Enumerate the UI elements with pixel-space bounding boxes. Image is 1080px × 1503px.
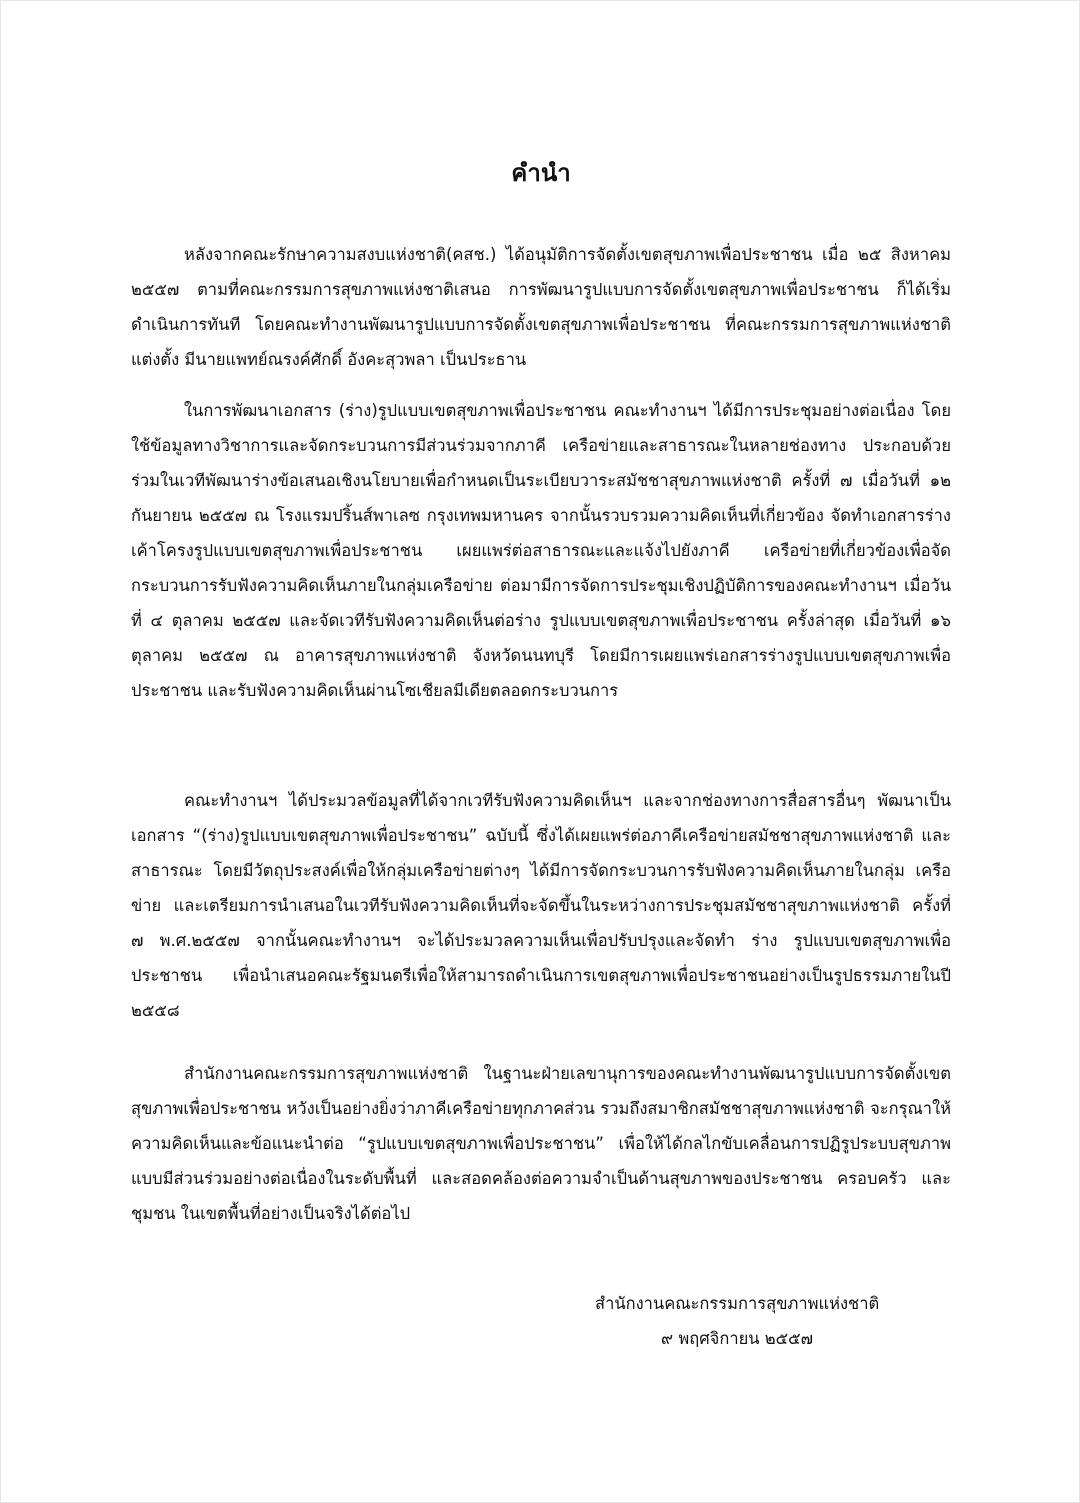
page-title: คำนำ: [511, 159, 571, 187]
paragraph-4: [131, 1056, 951, 1231]
paragraph-3: [131, 783, 951, 1028]
paragraph-text: สำนักงานคณะกรรมการสุขภาพแห่งชาติ ในฐานะฝ่ายเลขานุการของคณะทำงานพัฒนารูปแบบการจัดตั้งเขตสุขภาพเพื่อประชาชน หวังเป็นอย่างยิ่งว่าภาคีเครือข่ายทุกภาคส่วน รวมถึงสมาชิกสมัชชาสุขภาพแห่งชาติ จะกรุณาให้ความคิดเห็นและข้อแนะนำต่อ “รูปแบบเขตสุขภาพเพื่อประชาชน” เพื่อให้ได้กลไกขับเคลื่อนการปฏิรูประบบสุขภาพแบบมีส่วนร่วมอย่างต่อเนื่องในระดับพื้นที่ และสอดคล้องต่อความจำเป็นด้านสุขภาพของประชาชน ครอบครัว และชุมชน ในเขตพื้นที่อย่างเป็นจริงได้ต่อไป: [131, 1064, 951, 1223]
paragraph-text: คณะทำงานฯ ได้ประมวลข้อมูลที่ได้จากเวทีรับฟังความคิดเห็นฯ และจากช่องทางการสื่อสารอื่นๆ พัฒนาเป็นเอกสาร “(ร่าง)รูปแบบเขตสุขภาพเพื่อประชาชน” ฉบับนี้ ซึ่งได้เผยแพร่ต่อภาคีเครือข่ายสมัชชาสุขภาพแห่งชาติ และสาธารณะ โดยมีวัตถุประสงค์เพื่อให้กลุ่มเครือข่ายต่างๆ ได้มีการจัดกระบวนการรับฟังความคิดเห็นภายในกลุ่ม เครือข่าย และเตรียมการนำเสนอในเวทีรับฟังความคิดเห็นที่จะจัดขึ้นในระหว่างการประชุมสมัชชาสุขภาพแห่งชาติ ครั้งที่ ๗ พ.ศ.๒๕๕๗ จากนั้นคณะทำงานฯ จะได้ประมวลความเห็นเพื่อปรับปรุงและจัดทำ ร่าง รูปแบบเขตสุขภาพเพื่อประชาชน เพื่อนำเสนอคณะรัฐมนตรีเพื่อให้สามารถดำเนินการเขตสุขภาพเพื่อประชาชนอย่างเป็นรูปธรรมภายในปี ๒๕๕๘: [131, 791, 951, 1020]
paragraph-text: ในการพัฒนาเอกสาร (ร่าง)รูปแบบเขตสุขภาพเพื่อประชาชน คณะทำงานฯ ได้มีการประชุมอย่างต่อเนื่อง โดยใช้ข้อมูลทางวิชาการและจัดกระบวนการมีส่วนร่วมจากภาคี เครือข่ายและสาธารณะในหลายช่องทาง ประกอบด้วย ร่วมในเวทีพัฒนาร่างข้อเสนอเชิงนโยบายเพื่อกำหนดเป็นระเบียบวาระสมัชชาสุขภาพแห่งชาติ ครั้งที่ ๗ เมื่อวันที่ ๑๒ กันยายน ๒๕๕๗ ณ โรงแรมปริ้นส์พาเลซ กรุงเทพมหานคร จากนั้นรวบรวมความคิดเห็นที่เกี่ยวข้อง จัดทำเอกสารร่างเค้าโครงรูปแบบเขตสุขภาพเพื่อประชาชน เผยแพร่ต่อสาธารณะและแจ้งไปยังภาคี เครือข่ายที่เกี่ยวข้องเพื่อจัดกระบวนการรับฟังความคิดเห็นภายในกลุ่มเครือข่าย ต่อมามีการจัดการประชุมเชิงปฏิบัติการของคณะทำงานฯ เมื่อวันที่ ๔ ตุลาคม ๒๕๕๗ และจัดเวทีรับฟังความคิดเห็นต่อร่าง รูปแบบเขตสุขภาพเพื่อประชาชน ครั้งล่าสุด เมื่อวันที่ ๑๖ ตุลาคม ๒๕๕๗ ณ อาคารสุขภาพแห่งชาติ จังหวัดนนทบุรี โดยมีการเผยแพร่เอกสารร่างรูปแบบเขตสุขภาพเพื่อประชาชน และรับฟังความคิดเห็นผ่านโซเชียลมีเดียตลอดกระบวนการ: [131, 401, 951, 700]
paragraph-1: [131, 237, 951, 377]
signature-date: ๙ พฤศจิกายน ๒๕๕๗: [661, 1329, 814, 1348]
paragraph-2: [131, 393, 951, 708]
paragraph-text: หลังจากคณะรักษาความสงบแห่งชาติ(คสช.) ได้อนุมัติการจัดตั้งเขตสุขภาพเพื่อประชาชน เมื่อ ๒๕ สิงหาคม ๒๕๕๗ ตามที่คณะกรรมการสุขภาพแห่งชาติเสนอ การพัฒนารูปแบบการจัดตั้งเขตสุขภาพเพื่อประชาชน ก็ได้เริ่มดำเนินการทันที โดยคณะทำงานพัฒนารูปแบบการจัดตั้งเขตสุขภาพเพื่อประชาชน ที่คณะกรรมการสุขภาพแห่งชาติแต่งตั้ง มีนายแพทย์ณรงค์ศักดิ์ อังคะสุวพลา เป็นประธาน: [131, 245, 951, 369]
signature-organization: สำนักงานคณะกรรมการสุขภาพแห่งชาติ: [595, 1294, 880, 1313]
